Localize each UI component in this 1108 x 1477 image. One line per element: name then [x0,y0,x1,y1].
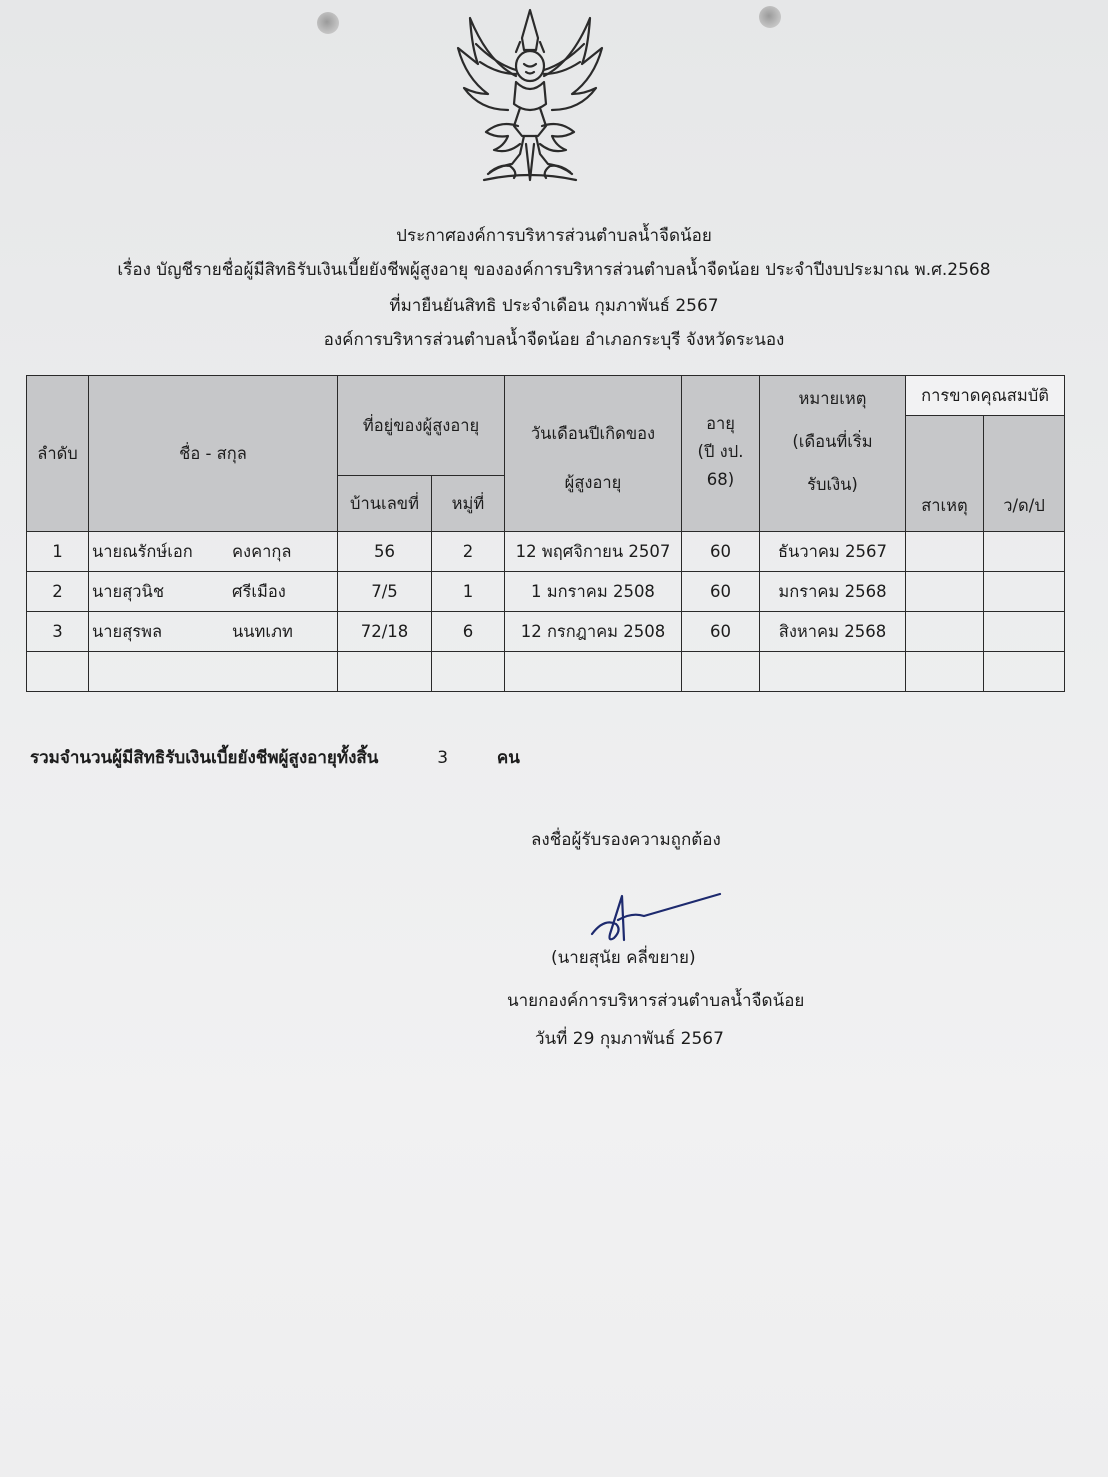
table-row [27,572,1065,612]
first-name: นายณรักษ์เอก [92,541,193,561]
col-header-address: ที่อยู่ของผู้สูงอายุ [338,376,505,476]
col-header-date: ว/ด/ป [984,416,1065,532]
cell-no: 1 [27,532,89,572]
last-name: คงคากุล [232,541,292,561]
cell-start-month: มกราคม 2568 [760,572,906,612]
header-line-3: ที่มายืนยันสิทธิ ประจำเดือน กุมภาพันธ์ 2567 [389,296,719,316]
table-row [27,612,1065,652]
col-header-cause: สาเหตุ [906,416,984,532]
age-label-1: อายุ [706,414,735,433]
cell-cause [906,572,984,612]
signer-name: (นายสุนัย คลี่ขยาย) [551,948,696,968]
note-label-3: รับเงิน) [807,475,858,494]
cell-age: 60 [682,572,760,612]
cell-start-month: ธันวาคม 2567 [760,532,906,572]
punch-hole-left [317,12,339,34]
cell-start-month: สิงหาคม 2568 [760,612,906,652]
birth-label-1: วันเดือนปีเกิดของ [530,423,656,443]
last-name: นนทเภท [232,621,293,641]
cell-name [89,532,338,572]
handwritten-signature [588,890,728,946]
col-header-birthdate [505,376,682,532]
age-label-2: (ปี งป. [697,442,744,461]
last-name: ศรีเมือง [232,581,286,601]
signed-date: วันที่ 29 กุมภาพันธ์ 2567 [535,1029,724,1049]
cell-age: 60 [682,612,760,652]
col-header-moo: หมู่ที่ [432,476,505,532]
summary-line [30,744,520,771]
cell-cause [906,612,984,652]
summary-count: 3 [437,748,449,768]
first-name: นายสุวนิช [92,581,165,601]
age-label-3: 68) [706,470,735,489]
col-header-note [760,376,906,532]
col-header-house-no: บ้านเลขที่ [338,476,432,532]
cell-no: 2 [27,572,89,612]
col-header-no: ลำดับ [27,376,89,532]
cell-name [89,612,338,652]
cell-birthdate: 12 พฤศจิกายน 2507 [505,532,682,572]
note-label-2: (เดือนที่เริ่ม [792,432,873,451]
cell-moo: 6 [432,612,505,652]
cell-age: 60 [682,532,760,572]
cell-house-no: 72/18 [338,612,432,652]
table-row-empty [27,652,1065,692]
cell-no: 3 [27,612,89,652]
cell-cause [906,532,984,572]
certify-label: ลงชื่อผู้รับรองความถูกต้อง [531,830,721,850]
summary-label: รวมจำนวนผู้มีสิทธิรับเงินเบี้ยยังชีพผู้สูงอายุทั้งสิ้น [30,748,379,768]
signer-position: นายกองค์การบริหารส่วนตำบลน้ำจืดน้อย [507,991,805,1011]
punch-hole-right [759,6,781,28]
col-header-age [682,376,760,532]
cell-birthdate: 1 มกราคม 2508 [505,572,682,612]
header-line-2: เรื่อง บัญชีรายชื่อผู้มีสิทธิรับเงินเบี้ยยังชีพผู้สูงอายุ ขององค์การบริหารส่วนตำบลน้ำจืดน้อย ประจำปีงบประมาณ พ.ศ.2568 [117,260,991,280]
birth-label-2: ผู้สูงอายุ [564,472,622,492]
col-header-name: ชื่อ - สกุล [89,376,338,532]
beneficiary-table [26,375,1065,692]
cell-date [984,612,1065,652]
cell-name [89,572,338,612]
garuda-emblem-icon [450,4,610,186]
table-row [27,532,1065,572]
header-line-4: องค์การบริหารส่วนตำบลน้ำจืดน้อย อำเภอกระบุรี จังหวัดระนอง [323,330,785,350]
cell-house-no: 56 [338,532,432,572]
cell-house-no: 7/5 [338,572,432,612]
cell-date [984,572,1065,612]
note-label-1: หมายเหตุ [798,389,867,408]
cell-moo: 1 [432,572,505,612]
first-name: นายสุรพล [92,621,163,641]
cell-moo: 2 [432,532,505,572]
header-line-1: ประกาศองค์การบริหารส่วนตำบลน้ำจืดน้อย [396,226,712,246]
cell-date [984,532,1065,572]
cell-birthdate: 12 กรกฎาคม 2508 [505,612,682,652]
summary-unit: คน [496,748,520,768]
col-header-disqualification: การขาดคุณสมบัติ [906,376,1065,416]
